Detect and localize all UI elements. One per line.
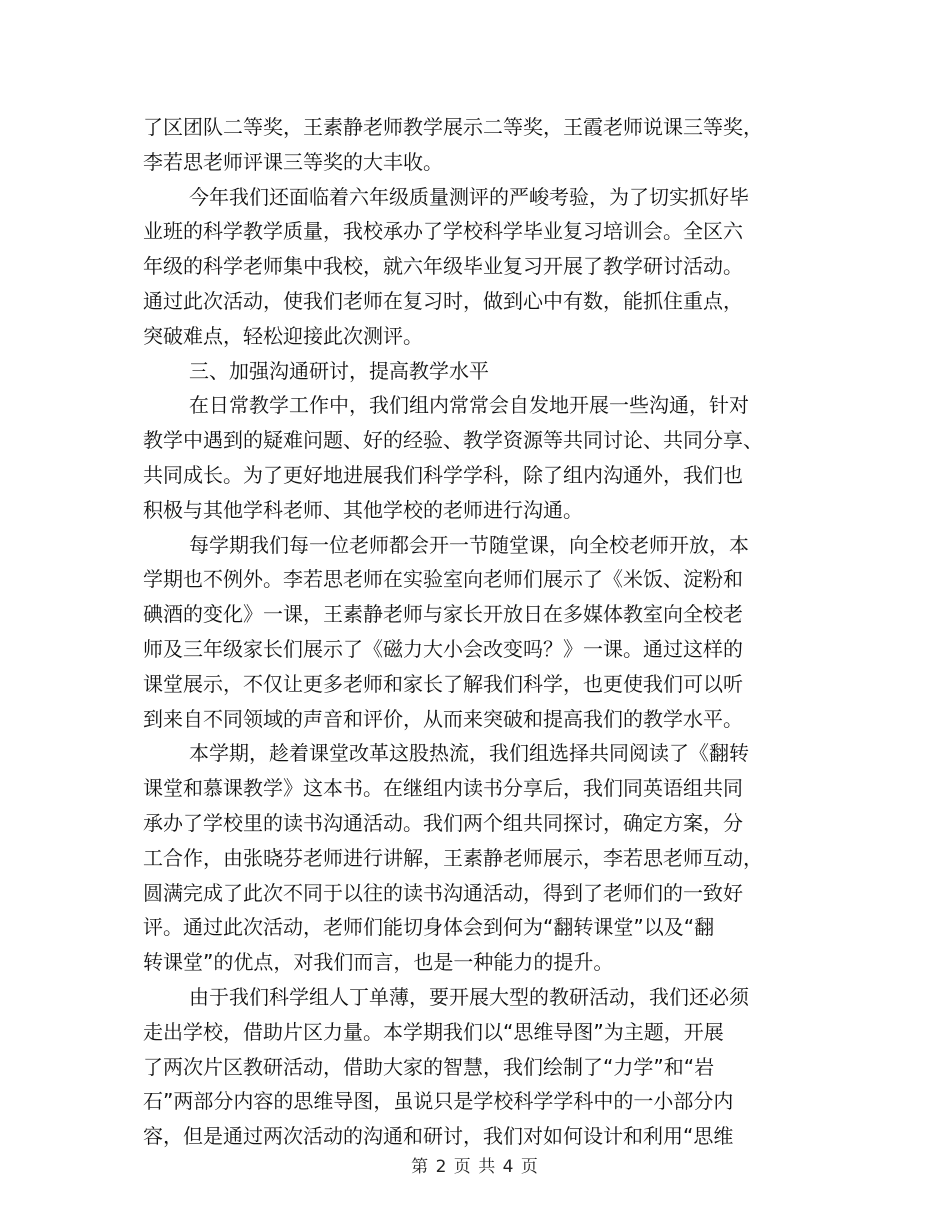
text-line: 三、加强沟通研讨，提高教学水平 [189,358,489,383]
text-line: 由于我们科学组人丁单薄，要开展大型的教研活动，我们还必须 [189,984,749,1009]
text-line: 圆满完成了此次不同于以往的读书沟通活动，得到了老师们的一致好 [143,880,743,905]
text-line: 容，但是通过两次活动的沟通和研讨，我们对如何设计和利用“思维 [143,1124,734,1149]
text-line: 今年我们还面临着六年级质量测评的严峻考验，为了切实抓好毕 [189,184,749,209]
text-line: 年级的科学老师集中我校，就六年级毕业复习开展了教学研讨活动。 [143,254,743,279]
text-line: 课堂展示，不仅让更多老师和家长了解我们科学，也更使我们可以听 [143,671,743,696]
text-line: 评。通过此次活动，老师们能切身体会到何为“翻转课堂”以及“翻 [143,915,715,940]
text-line: 了两次片区教研活动，借助大家的智慧，我们绘制了“力学”和“岩 [143,1054,715,1079]
text-line: 工合作，由张晓芬老师进行讲解，王素静老师展示，李若思老师互动， [143,845,763,870]
text-line: 了区团队二等奖，王素静老师教学展示二等奖，王霞老师说课三等奖， [143,115,763,139]
text-line: 每学期我们每一位老师都会开一节随堂课，向全校老师开放，本 [189,532,749,557]
page-footer: 第 2 页 共 4 页 [411,1157,539,1177]
text-line: 在日常教学工作中，我们组内常常会自发地开展一些沟通，针对 [189,393,749,418]
text-line: 积极与其他学科老师、其他学校的老师进行沟通。 [143,497,583,522]
text-line: 学期也不例外。李若思老师在实验室向老师们展示了《米饭、淀粉和 [143,567,743,592]
text-line: 通过此次活动，使我们老师在复习时，做到心中有数，能抓住重点， [143,288,743,313]
text-line: 到来自不同领域的声音和评价，从而来突破和提高我们的教学水平。 [143,706,743,731]
text-line: 石”两部分内容的思维导图，虽说只是学校科学学科中的一小部分内 [143,1089,734,1114]
text-line: 课堂和慕课教学》这本书。在继组内读书分享后，我们同英语组共同 [143,776,743,801]
text-line: 李若思老师评课三等奖的大丰收。 [143,149,443,174]
text-line: 承办了学校里的读书沟通活动。我们两个组共同探讨，确定方案，分 [143,810,743,835]
text-line: 走出学校，借助片区力量。本学期我们以“思维导图”为主题，开展 [143,1019,724,1044]
text-line: 本学期，趁着课堂改革这股热流，我们组选择共同阅读了《翻转 [189,741,749,766]
text-line: 碘酒的变化》一课，王素静老师与家长开放日在多媒体教室向全校老 [143,602,743,627]
document-body [143,110,803,1154]
text-line: 转课堂”的优点，对我们而言，也是一种能力的提升。 [143,950,614,975]
text-line: 共同成长。为了更好地进展我们科学学科，除了组内沟通外，我们也 [143,462,743,487]
text-line: 教学中遇到的疑难问题、好的经验、教学资源等共同讨论、共同分享、 [143,428,763,453]
text-line: 业班的科学教学质量，我校承办了学校科学毕业复习培训会。全区六 [143,219,743,244]
text-line: 师及三年级家长们展示了《磁力大小会改变吗？》一课。通过这样的 [143,636,743,661]
text-line: 突破难点，轻松迎接此次测评。 [143,323,423,348]
